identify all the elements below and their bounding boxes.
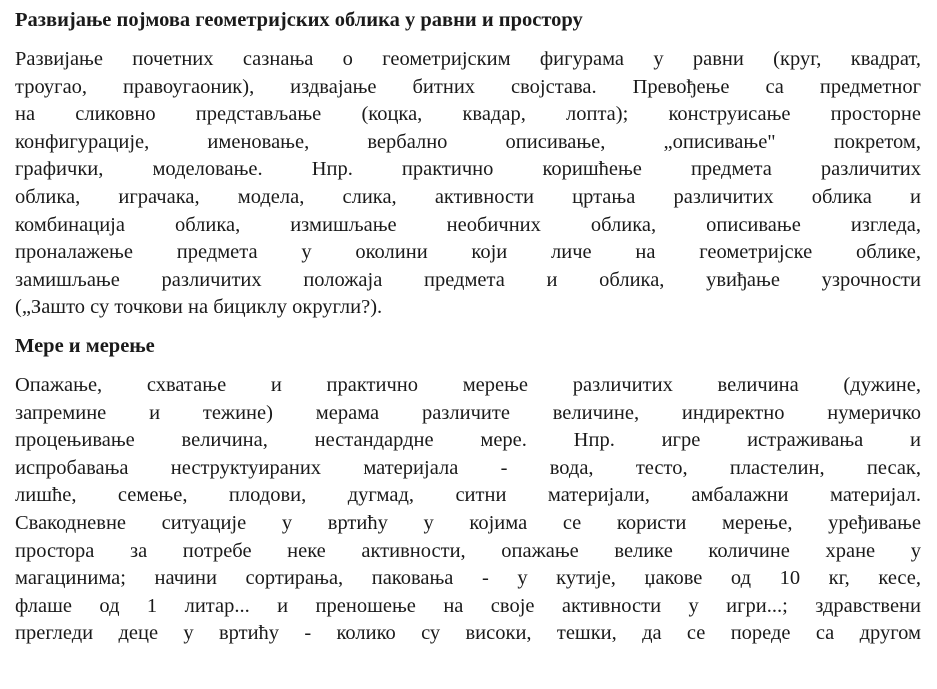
paragraph-line: конфигурације, именовање, вербално описивање, „описивање" покретом, <box>15 130 921 153</box>
section-heading-measures: Мере и мерење <box>15 334 155 357</box>
paragraph-line: Опажање, схватање и практично мерење различитих величина (дужине, <box>15 373 921 396</box>
paragraph-line: запремине и тежине) мерама различите величине, индиректно нумеричко <box>15 401 921 424</box>
paragraph-line: проналажење предмета у околини који личе на геометријске облике, <box>15 241 921 264</box>
paragraph-line: магацинима; начини сортирања, паковања - у кутије, џакове од 10 кг, кесе, <box>15 567 921 590</box>
paragraph-line: прегледи деце у вртићу - колико су високи, тешки, да се пореде са другом <box>15 622 921 645</box>
paragraph-line: троугао, правоугаоник), издвајање битних својстава. Превођење са предметног <box>15 75 921 98</box>
paragraph-line: флаше од 1 литар... и преношење на своје активности у игри...; здравствени <box>15 594 921 617</box>
paragraph-geometric-shapes <box>15 46 921 322</box>
paragraph-line: лишће, семење, плодови, дугмад, ситни материјали, амбалажни материјал. <box>15 484 921 507</box>
paragraph-line: Развијање почетних сазнања о геометријским фигурама у равни (круг, квадрат, <box>15 48 921 70</box>
paragraph-line: графички, моделовање. Нпр. практично коришћење предмета различитих <box>15 158 921 181</box>
paragraph-line: комбинација облика, измишљање необичних облика, описивање изгледа, <box>15 213 921 236</box>
paragraph-line: облика, играчака, модела, слика, активности цртања различитих облика и <box>15 185 921 208</box>
paragraph-line: простора за потребе неке активности, опажање велике количине хране у <box>15 539 921 562</box>
paragraph-line: Свакодневне ситуације у вртићу у којима се користи мерење, уређивање <box>15 511 921 534</box>
paragraph-line: замишљање различитих положаја предмета и облика, увиђање узрочности <box>15 268 921 291</box>
paragraph-line: процењивање величина, нестандардне мере. Нпр. игре истраживања и <box>15 429 921 452</box>
document-page <box>15 6 921 648</box>
paragraph-line: испробавања неструктуираних материјала - вода, тесто, пластелин, песак, <box>15 456 921 479</box>
paragraph-measures <box>15 372 921 648</box>
section-heading-geometric-shapes: Развијање појмова геометријских облика у равни и простору <box>15 9 583 31</box>
paragraph-line: („Зашто су точкови на бициклу округли?). <box>15 296 383 319</box>
paragraph-line: на сликовно представљање (коцка, квадар, лопта); конструисање просторне <box>15 103 921 126</box>
